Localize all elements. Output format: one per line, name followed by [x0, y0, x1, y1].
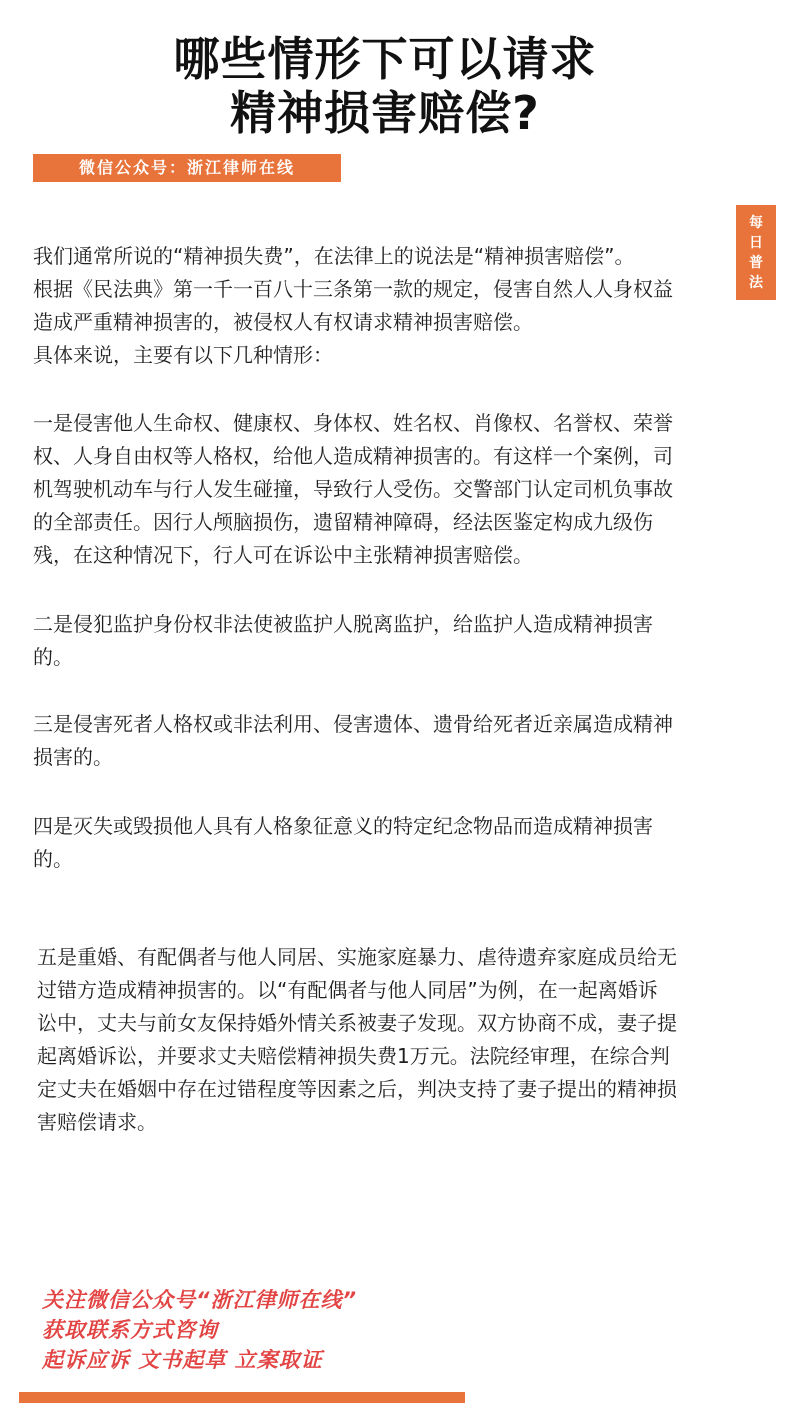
case-four-paragraph: 四是灭失或毁损他人具有人格象征意义的特定纪念物品而造成精神损害 的。 — [33, 814, 653, 871]
case-two-paragraph: 二是侵犯监护身份权非法使被监护人脱离监护，给监护人造成精神损害 的。 — [33, 612, 653, 669]
page-title-line-1: 哪些情形下可以请求 — [173, 32, 597, 86]
daily-law-tag-char: 法 — [749, 274, 763, 291]
contact-promo-line: 获取联系方式咨询 — [42, 1318, 218, 1342]
account-banner: 微信公众号：浙江律师在线 — [33, 154, 341, 182]
daily-law-tag-char: 日 — [749, 234, 763, 251]
case-three-paragraph: 三是侵害死者人格权或非法利用、侵害遗体、遗骨给死者近亲属造成精神 损害的。 — [33, 712, 673, 769]
services-promo-line: 起诉应诉 文书起草 立案取证 — [42, 1348, 323, 1372]
daily-law-tag-char: 每 — [749, 214, 763, 231]
intro-paragraph: 我们通常所说的“精神损失费”，在法律上的说法是“精神损害赔偿”。 根据《民法典》第一千一百八十三条第一款的规定，侵害自然人人身权益 造成严重精神损害的，被侵权人有权请求精神损害赔偿。 具体来说，主要有以下几种情形： — [33, 244, 673, 367]
case-five-paragraph: 五是重婚、有配偶者与他人同居、实施家庭暴力、虐待遗弃家庭成员给无 过错方造成精神损害的。以“有配偶者与他人同居”为例，在一起离婚诉 讼中，丈夫与前女友保持婚外情关系被妻子发现。双方协商不成，妻子提 起离婚诉讼，并要求丈夫赔偿精神损失费1万元。法院经审理，在综合判 定丈夫在婚姻中存在过错程度等因素之后，判决支持了妻子提出的精神损 害赔偿请求。 — [37, 945, 677, 1134]
bottom-accent-bar — [19, 1392, 465, 1403]
case-one-paragraph: 一是侵害他人生命权、健康权、身体权、姓名权、肖像权、名誉权、荣誉 权、人身自由权等人格权，给他人造成精神损害的。有这样一个案例，司 机驾驶机动车与行人发生碰撞，导致行人受伤。交警部门认定司机负事故 的全部责任。因行人颅脑损伤，遗留精神障碍，经法医鉴定构成九级伤 残，在这种情况下，行人可在诉讼中主张精神损害赔偿。 — [33, 411, 673, 567]
page-title-line-2: 精神损害赔偿? — [230, 86, 540, 140]
daily-law-tag-char: 普 — [749, 254, 763, 271]
follow-promo-line: 关注微信公众号“浙江律师在线” — [42, 1288, 358, 1312]
